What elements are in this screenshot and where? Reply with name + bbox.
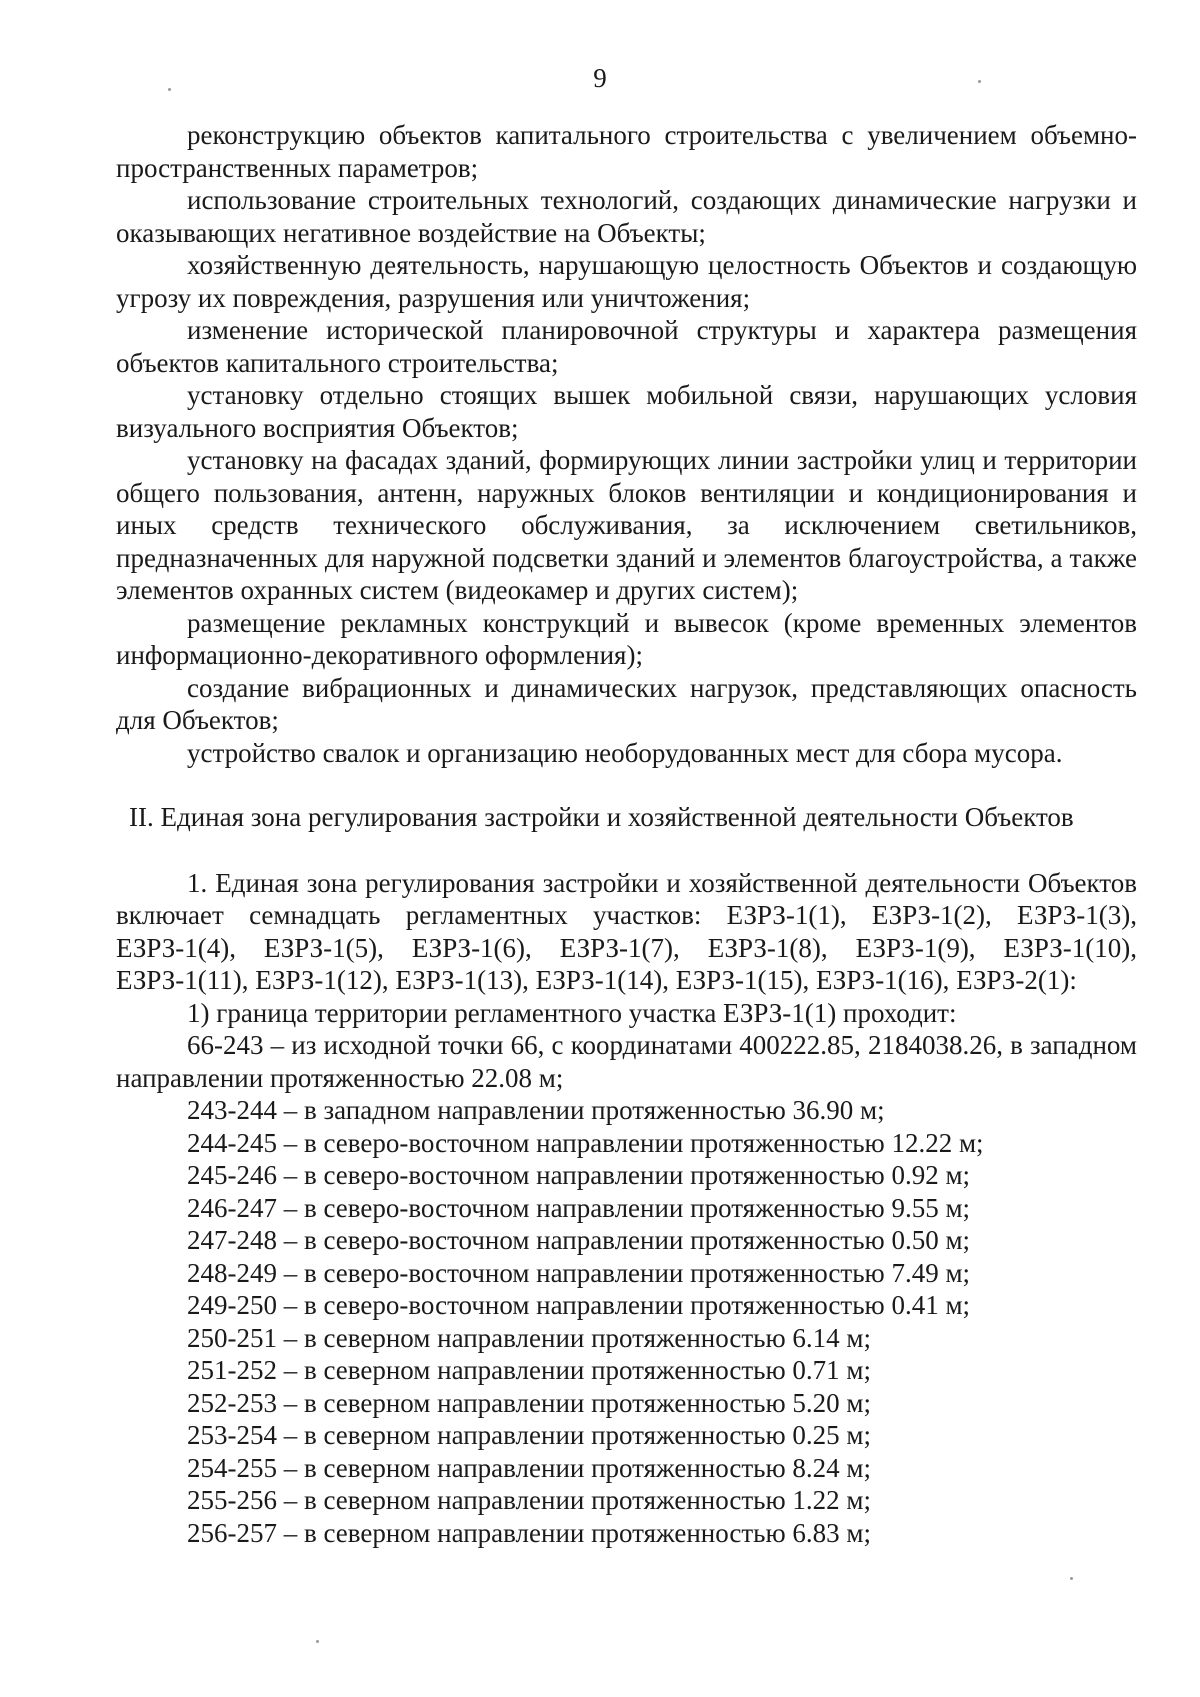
boundary-segment: 243-244 – в западном направлении протяженностью 36.90 м; [187,1095,885,1125]
page-number: 9 [593,63,607,93]
list-item: использование строительных технологий, создающих динамические нагрузки и оказывающих негативное воздействие на Объекты; [116,185,1137,248]
boundary-segment: 254-255 – в северном направлении протяженностью 8.24 м; [187,1452,872,1483]
scan-speck [1070,1577,1073,1580]
section-heading: II. Единая зона регулирования застройки и хозяйственной деятельности Объектов [129,802,1074,832]
boundary-segment: 250-251 – в северном направлении протяженностью 6.14 м; [187,1322,872,1353]
boundary-first-segment: 66-243 – из исходной точки 66, с координатами 400222.85, 2184038.26, в западном направлении протяженностью 22.08 м; [116,1030,1137,1093]
boundary-segment: 256-257 – в северном направлении протяженностью 6.83 м; [187,1517,872,1548]
boundary-segment: 253-254 – в северном направлении протяженностью 0.25 м; [187,1420,872,1450]
scan-speck [316,1640,319,1643]
list-item: создание вибрационных и динамических нагрузок, представляющих опасность для Объектов; [116,672,1137,735]
subitem-intro: 1) граница территории регламентного участка ЕЗРЗ-1(1) проходит: [187,997,957,1028]
list-item: установку отдельно стоящих вышек мобильной связи, нарушающих условия визуального восприятия Объектов; [116,380,1137,443]
boundary-segment: 244-245 – в северо-восточном направлении протяженностью 12.22 м; [187,1127,984,1158]
boundary-segment: 245-246 – в северо-восточном направлении протяженностью 0.92 м; [187,1160,971,1190]
scan-speck [168,88,171,91]
boundary-segment: 248-249 – в северо-восточном направлении протяженностью 7.49 м; [187,1257,971,1288]
list-item: реконструкцию объектов капитального строительства с увеличением объемно-пространственных параметров; [116,120,1137,183]
list-item: устройство свалок и организацию необорудованных мест для сбора мусора. [187,737,1063,768]
boundary-segment: 246-247 – в северо-восточном направлении протяженностью 9.55 м; [187,1192,971,1223]
boundary-segment: 251-252 – в северном направлении протяженностью 0.71 м; [187,1355,872,1385]
boundary-segment: 252-253 – в северном направлении протяженностью 5.20 м; [187,1387,872,1418]
list-item: изменение исторической планировочной структуры и характера размещения объектов капитального строительства; [116,315,1137,378]
boundary-segment: 247-248 – в северо-восточном направлении протяженностью 0.50 м; [187,1225,971,1255]
boundary-segment: 249-250 – в северо-восточном направлении протяженностью 0.41 м; [187,1290,971,1320]
list-item: хозяйственную деятельность, нарушающую целостность Объектов и создающую угрозу их повреждения, разрушения или уничтожения; [116,250,1137,313]
boundary-segment-list [116,1094,1137,1549]
document-body [116,119,1137,1549]
section-paragraph: 1. Единая зона регулирования застройки и хозяйственной деятельности Объектов включает семнадцать регламентных участков: ЕЗРЗ-1(1), ЕЗРЗ-1(2), ЕЗРЗ-1(3), ЕЗРЗ-1(4), ЕЗРЗ-1(5), ЕЗРЗ-1(6), ЕЗРЗ-1(7), ЕЗРЗ-1(8), ЕЗРЗ-1(9), ЕЗРЗ-1(10), ЕЗРЗ-1(11), ЕЗРЗ-1(12), ЕЗРЗ-1(13), ЕЗРЗ-1(14), ЕЗРЗ-1(15), ЕЗРЗ-1(16), ЕЗРЗ-2(1): [116,867,1137,995]
boundary-segment: 255-256 – в северном направлении протяженностью 1.22 м; [187,1485,872,1515]
scan-speck [978,80,981,83]
list-item: размещение рекламных конструкций и вывесок (кроме временных элементов информационно-декоративного оформления); [116,607,1137,670]
list-item: установку на фасадах зданий, формирующих линии застройки улиц и территории общего пользования, антенн, наружных блоков вентиляции и кондиционирования и иных средств технического обслуживания, за исключением светильников, предназначенных для наружной подсветки зданий и элементов благоустройства, а также элементов охранных систем (видеокамер и других систем); [116,445,1137,605]
